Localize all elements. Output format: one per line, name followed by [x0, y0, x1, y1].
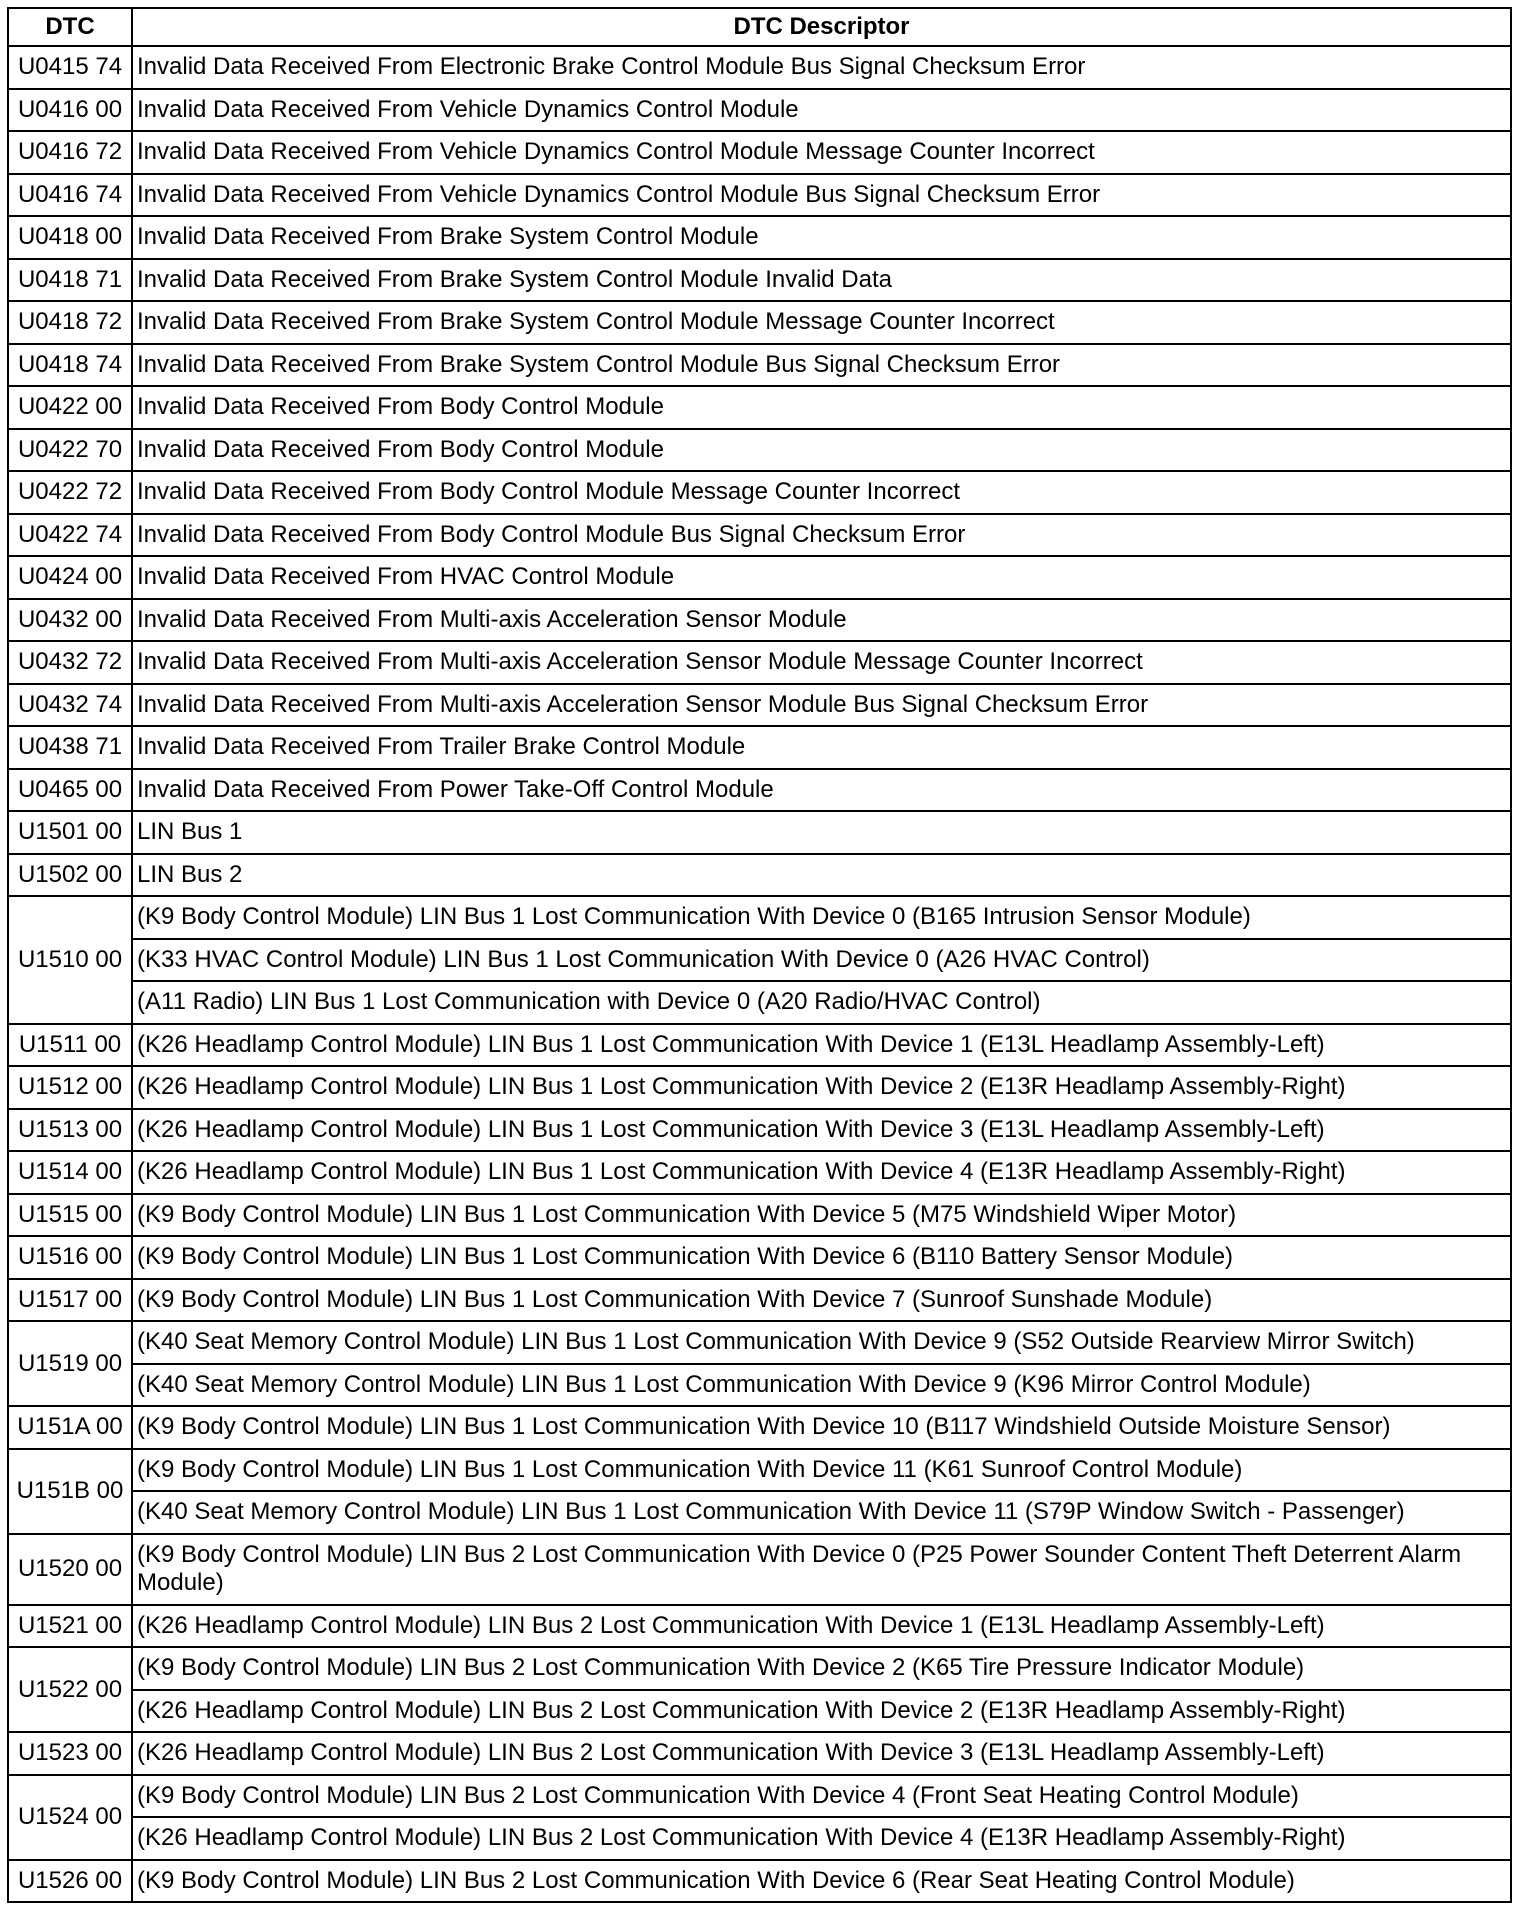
dtc-code-cell: U0418 74	[8, 344, 132, 387]
dtc-descriptor-cell: (A11 Radio) LIN Bus 1 Lost Communication with Device 0 (A20 Radio/HVAC Control)	[132, 981, 1511, 1024]
table-row	[8, 1066, 1511, 1109]
dtc-descriptor-cell: Invalid Data Received From HVAC Control Module	[132, 556, 1511, 599]
dtc-descriptor-cell: (K40 Seat Memory Control Module) LIN Bus 1 Lost Communication With Device 11 (S79P Window Switch - Passenger)	[132, 1491, 1511, 1534]
dtc-descriptor-cell: (K9 Body Control Module) LIN Bus 1 Lost Communication With Device 11 (K61 Sunroof Control Module)	[132, 1449, 1511, 1492]
table-row	[8, 1605, 1511, 1648]
table-row	[8, 216, 1511, 259]
dtc-descriptor-cell: (K9 Body Control Module) LIN Bus 1 Lost Communication With Device 0 (B165 Intrusion Sensor Module)	[132, 896, 1511, 939]
dtc-descriptor-cell: Invalid Data Received From Power Take-Off Control Module	[132, 769, 1511, 812]
dtc-code-cell: U0418 00	[8, 216, 132, 259]
table-row	[8, 514, 1511, 557]
dtc-descriptor-cell: (K9 Body Control Module) LIN Bus 1 Lost Communication With Device 7 (Sunroof Sunshade Module)	[132, 1279, 1511, 1322]
dtc-code-cell: U0422 72	[8, 471, 132, 514]
dtc-descriptor-cell: (K9 Body Control Module) LIN Bus 1 Lost Communication With Device 5 (M75 Windshield Wiper Motor)	[132, 1194, 1511, 1237]
dtc-descriptor-cell: (K26 Headlamp Control Module) LIN Bus 2 Lost Communication With Device 2 (E13R Headlamp Assembly-Right)	[132, 1690, 1511, 1733]
dtc-code-cell: U0422 74	[8, 514, 132, 557]
table-row	[8, 896, 1511, 939]
dtc-code-cell: U0432 00	[8, 599, 132, 642]
dtc-code-cell: U1515 00	[8, 1194, 132, 1237]
dtc-code-cell: U0422 00	[8, 386, 132, 429]
dtc-code-cell: U1516 00	[8, 1236, 132, 1279]
dtc-code-cell: U0424 00	[8, 556, 132, 599]
dtc-code-cell: U0418 71	[8, 259, 132, 302]
table-row	[8, 259, 1511, 302]
dtc-descriptor-cell: Invalid Data Received From Body Control Module	[132, 429, 1511, 472]
dtc-code-cell: U0415 74	[8, 46, 132, 89]
dtc-descriptor-cell: Invalid Data Received From Multi-axis Acceleration Sensor Module Bus Signal Checksum Error	[132, 684, 1511, 727]
dtc-descriptor-cell: Invalid Data Received From Electronic Brake Control Module Bus Signal Checksum Error	[132, 46, 1511, 89]
dtc-code-cell: U1501 00	[8, 811, 132, 854]
dtc-descriptor-cell: (K9 Body Control Module) LIN Bus 1 Lost Communication With Device 6 (B110 Battery Sensor Module)	[132, 1236, 1511, 1279]
table-row	[8, 301, 1511, 344]
table-row	[8, 1732, 1511, 1775]
dtc-code-cell: U0418 72	[8, 301, 132, 344]
dtc-descriptor-cell: (K26 Headlamp Control Module) LIN Bus 2 Lost Communication With Device 1 (E13L Headlamp Assembly-Left)	[132, 1605, 1511, 1648]
dtc-code-cell: U1502 00	[8, 854, 132, 897]
dtc-descriptor-cell: LIN Bus 1	[132, 811, 1511, 854]
table-row	[8, 1236, 1511, 1279]
dtc-descriptor-cell: Invalid Data Received From Body Control Module Bus Signal Checksum Error	[132, 514, 1511, 557]
table-body	[8, 46, 1511, 1902]
table-row	[8, 1321, 1511, 1364]
table-row	[8, 1534, 1511, 1605]
table-row	[8, 471, 1511, 514]
dtc-descriptor-cell: Invalid Data Received From Vehicle Dynamics Control Module Bus Signal Checksum Error	[132, 174, 1511, 217]
dtc-descriptor-cell: (K9 Body Control Module) LIN Bus 1 Lost Communication With Device 10 (B117 Windshield Outside Moisture Sensor)	[132, 1406, 1511, 1449]
table-row	[8, 1647, 1511, 1690]
table-row	[8, 1775, 1511, 1818]
dtc-code-cell: U1512 00	[8, 1066, 132, 1109]
dtc-code-cell: U0422 70	[8, 429, 132, 472]
dtc-descriptor-cell: (K40 Seat Memory Control Module) LIN Bus 1 Lost Communication With Device 9 (K96 Mirror Control Module)	[132, 1364, 1511, 1407]
dtc-code-cell: U1523 00	[8, 1732, 132, 1775]
dtc-descriptor-cell: Invalid Data Received From Body Control Module Message Counter Incorrect	[132, 471, 1511, 514]
dtc-code-cell: U1520 00	[8, 1534, 132, 1605]
table-row	[8, 556, 1511, 599]
dtc-descriptor-cell: (K26 Headlamp Control Module) LIN Bus 1 Lost Communication With Device 4 (E13R Headlamp Assembly-Right)	[132, 1151, 1511, 1194]
table-row	[8, 1109, 1511, 1152]
table-row	[8, 1406, 1511, 1449]
table-row	[8, 769, 1511, 812]
dtc-descriptor-cell: Invalid Data Received From Brake System Control Module Bus Signal Checksum Error	[132, 344, 1511, 387]
table-row	[8, 1194, 1511, 1237]
header-dtc-descriptor: DTC Descriptor	[132, 8, 1511, 46]
dtc-code-cell: U0465 00	[8, 769, 132, 812]
dtc-descriptor-cell: LIN Bus 2	[132, 854, 1511, 897]
dtc-code-cell: U151A 00	[8, 1406, 132, 1449]
table-header-row	[8, 8, 1511, 46]
dtc-code-cell: U151B 00	[8, 1449, 132, 1534]
dtc-code-cell: U1510 00	[8, 896, 132, 1024]
dtc-code-cell: U0416 72	[8, 131, 132, 174]
dtc-descriptor-cell: (K9 Body Control Module) LIN Bus 2 Lost Communication With Device 4 (Front Seat Heating Control Module)	[132, 1775, 1511, 1818]
table-row	[8, 89, 1511, 132]
dtc-code-cell: U0416 74	[8, 174, 132, 217]
dtc-descriptor-cell: (K33 HVAC Control Module) LIN Bus 1 Lost Communication With Device 0 (A26 HVAC Control)	[132, 939, 1511, 982]
dtc-code-cell: U0416 00	[8, 89, 132, 132]
dtc-code-cell: U1511 00	[8, 1024, 132, 1067]
table-row	[8, 386, 1511, 429]
table-row	[8, 939, 1511, 982]
table-row	[8, 1449, 1511, 1492]
dtc-descriptor-cell: Invalid Data Received From Vehicle Dynamics Control Module Message Counter Incorrect	[132, 131, 1511, 174]
table-row	[8, 46, 1511, 89]
dtc-descriptor-cell: Invalid Data Received From Multi-axis Acceleration Sensor Module Message Counter Incorrect	[132, 641, 1511, 684]
table-row	[8, 131, 1511, 174]
table-row	[8, 1690, 1511, 1733]
table-row	[8, 641, 1511, 684]
dtc-code-cell: U1513 00	[8, 1109, 132, 1152]
dtc-code-cell: U1522 00	[8, 1647, 132, 1732]
dtc-descriptor-cell: Invalid Data Received From Brake System Control Module Invalid Data	[132, 259, 1511, 302]
dtc-code-cell: U1514 00	[8, 1151, 132, 1194]
header-dtc: DTC	[8, 8, 132, 46]
table-row	[8, 599, 1511, 642]
dtc-code-cell: U0432 74	[8, 684, 132, 727]
dtc-code-cell: U0432 72	[8, 641, 132, 684]
table-row	[8, 726, 1511, 769]
dtc-descriptor-cell: Invalid Data Received From Brake System Control Module Message Counter Incorrect	[132, 301, 1511, 344]
dtc-descriptor-cell: (K26 Headlamp Control Module) LIN Bus 2 Lost Communication With Device 4 (E13R Headlamp Assembly-Right)	[132, 1817, 1511, 1860]
table-row	[8, 981, 1511, 1024]
table-row	[8, 429, 1511, 472]
dtc-code-cell: U1521 00	[8, 1605, 132, 1648]
table-row	[8, 1279, 1511, 1322]
table-row	[8, 1817, 1511, 1860]
table-row	[8, 1364, 1511, 1407]
dtc-descriptor-cell: (K9 Body Control Module) LIN Bus 2 Lost Communication With Device 6 (Rear Seat Heating Control Module)	[132, 1860, 1511, 1903]
table-row	[8, 1491, 1511, 1534]
dtc-descriptor-cell: Invalid Data Received From Trailer Brake Control Module	[132, 726, 1511, 769]
table-row	[8, 174, 1511, 217]
table-row	[8, 684, 1511, 727]
dtc-code-cell: U1517 00	[8, 1279, 132, 1322]
dtc-descriptor-cell: Invalid Data Received From Body Control Module	[132, 386, 1511, 429]
dtc-code-cell: U1524 00	[8, 1775, 132, 1860]
dtc-table	[7, 7, 1512, 1903]
dtc-descriptor-cell: (K26 Headlamp Control Module) LIN Bus 1 Lost Communication With Device 2 (E13R Headlamp Assembly-Right)	[132, 1066, 1511, 1109]
dtc-descriptor-cell: (K26 Headlamp Control Module) LIN Bus 1 Lost Communication With Device 3 (E13L Headlamp Assembly-Left)	[132, 1109, 1511, 1152]
table-row	[8, 1024, 1511, 1067]
table-row	[8, 344, 1511, 387]
dtc-code-cell: U1526 00	[8, 1860, 132, 1903]
dtc-descriptor-cell: (K40 Seat Memory Control Module) LIN Bus 1 Lost Communication With Device 9 (S52 Outside Rearview Mirror Switch)	[132, 1321, 1511, 1364]
dtc-descriptor-cell: (K26 Headlamp Control Module) LIN Bus 2 Lost Communication With Device 3 (E13L Headlamp Assembly-Left)	[132, 1732, 1511, 1775]
dtc-code-cell: U1519 00	[8, 1321, 132, 1406]
dtc-descriptor-cell: Invalid Data Received From Vehicle Dynamics Control Module	[132, 89, 1511, 132]
table-row	[8, 854, 1511, 897]
table-row	[8, 1860, 1511, 1903]
dtc-descriptor-cell: (K9 Body Control Module) LIN Bus 2 Lost Communication With Device 0 (P25 Power Sounder Content Theft Deterrent Alarm Module)	[132, 1534, 1511, 1605]
dtc-code-cell: U0438 71	[8, 726, 132, 769]
dtc-descriptor-cell: Invalid Data Received From Multi-axis Acceleration Sensor Module	[132, 599, 1511, 642]
dtc-descriptor-cell: (K9 Body Control Module) LIN Bus 2 Lost Communication With Device 2 (K65 Tire Pressure Indicator Module)	[132, 1647, 1511, 1690]
table-row	[8, 1151, 1511, 1194]
table-row	[8, 811, 1511, 854]
dtc-descriptor-cell: Invalid Data Received From Brake System Control Module	[132, 216, 1511, 259]
dtc-descriptor-cell: (K26 Headlamp Control Module) LIN Bus 1 Lost Communication With Device 1 (E13L Headlamp Assembly-Left)	[132, 1024, 1511, 1067]
